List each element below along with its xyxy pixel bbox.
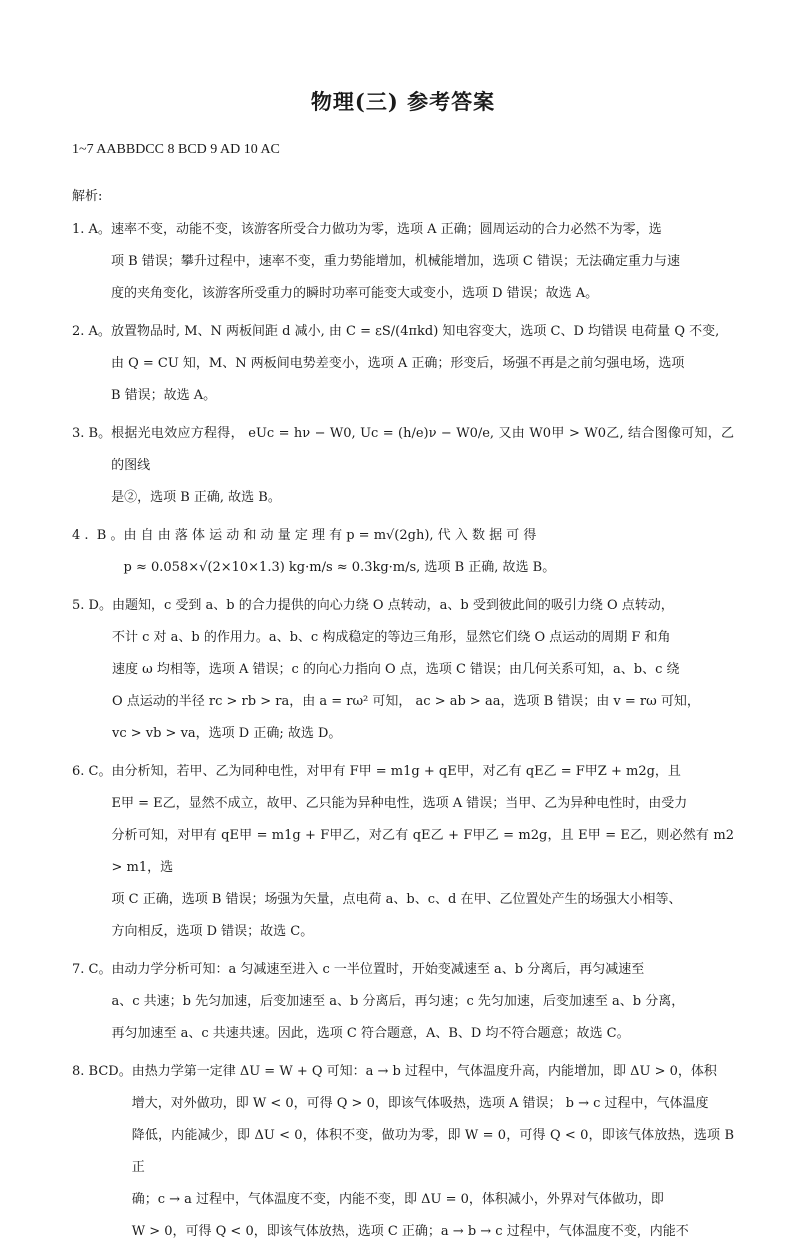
item-line: E甲 = E乙，显然不成立，故甲、乙只能为异种电性，选项 A 错误；当甲、乙为异种电性时，由受力 — [111, 796, 688, 811]
item-line: 由 Q = CU 知，M、N 两板间电势差变小，选项 A 正确；形变后，场强不再是之前匀强电场，选项 — [110, 356, 685, 371]
item-number: 3. B。 — [72, 426, 112, 441]
item-body — [132, 1056, 734, 1248]
item-line: 确；c → a 过程中，气体温度不变，内能不变，即 ΔU = 0，体积减小，外界对气体做功，即 — [131, 1192, 664, 1207]
item-line: 放置物品时, M、N 两板间距 d 减小, 由 C = εS/(4πkd) 知电容变大，选项 C、D 均错误 电荷量 Q 不变, — [110, 324, 720, 339]
item-5 — [72, 590, 734, 750]
item-line: O 点运动的半径 rc > rb > ra，由 a = rω² 可知， ac > ab > aa，选项 B 错误；由 v = rω 可知， — [111, 694, 700, 709]
item-line: vc > vb > va，选项 D 正确; 故选 D。 — [111, 726, 342, 741]
item-line: 度的夹角变化，该游客所受重力的瞬时功率可能变大或变小，选项 D 错误；故选 A。 — [110, 286, 599, 301]
item-8 — [72, 1056, 734, 1248]
item-line: 根据光电效应方程得， eUc = hν − W0, Uc = (h/e)ν − W0/e, 又由 W0甲 > W0乙, 结合图像可知，乙的图线 — [111, 426, 734, 473]
item-line: 速度 ω 均相等，选项 A 错误；c 的向心力指向 O 点，选项 C 错误；由几何关系可知，a、b、c 绕 — [111, 662, 680, 677]
page-title: 物理(三) 参考答案 — [310, 89, 496, 114]
item-line: 分析可知，对甲有 qE甲 = m1g + F甲乙，对乙有 qE乙 + F甲乙 = m2g，且 E甲 = E乙，则必然有 m2 > m1，选 — [111, 828, 734, 875]
item-3 — [72, 418, 734, 514]
item-number: 8. BCD。 — [72, 1064, 132, 1079]
analysis-label: 解析: — [72, 189, 103, 204]
item-line: 不计 c 对 a、b 的作用力。a、b、c 构成稳定的等边三角形，显然它们绕 O 点运动的周期 F 和角 — [111, 630, 671, 645]
item-body — [111, 418, 734, 514]
item-number: 4 . B 。 — [72, 528, 124, 543]
item-line: 由分析知，若甲、乙为同种电性，对甲有 F甲 = m1g + qE甲，对乙有 qE乙 = F甲Z + m2g，且 — [111, 764, 681, 779]
answer-key: 1~7 AABBDCC 8 BCD 9 AD 10 AC — [72, 142, 280, 157]
item-1 — [72, 214, 734, 310]
item-line: 降低，内能减少，即 ΔU < 0，体积不变，做功为零，即 W = 0，可得 Q < 0，即该气体放热，选项 B 正 — [131, 1128, 734, 1175]
item-line: 再匀加速至 a、c 共速共速。因此，选项 C 符合题意，A、B、D 均不符合题意；故选 C。 — [111, 1026, 630, 1041]
item-line: 方向相反，选项 D 错误；故选 C。 — [111, 924, 314, 939]
item-2 — [72, 316, 734, 412]
item-line: 项 C 正确，选项 B 错误；场强为矢量，点电荷 a、b、c、d 在甲、乙位置处产生的场强大小相等、 — [111, 892, 682, 907]
item-line: 是②，选项 B 正确, 故选 B。 — [111, 490, 281, 505]
item-7 — [72, 954, 734, 1050]
item-line: p ≈ 0.058×√(2×10×1.3) kg·m/s ≈ 0.3kg·m/s, 选项 B 正确, 故选 B。 — [123, 560, 556, 575]
item-number: 6. C。 — [72, 764, 112, 779]
item-body — [111, 214, 734, 310]
item-line: B 错误；故选 A。 — [110, 388, 217, 403]
item-line: 由热力学第一定律 ΔU = W + Q 可知：a → b 过程中，气体温度升高，内能增加，即 ΔU > 0，体积 — [131, 1064, 717, 1079]
item-body — [111, 756, 734, 948]
item-body — [124, 520, 735, 584]
item-line: 由题知，c 受到 a、b 的合力提供的向心力绕 O 点转动，a、b 受到彼此间的吸引力绕 O 点转动， — [111, 598, 674, 613]
item-number: 2. A。 — [72, 324, 111, 339]
item-number: 7. C。 — [72, 962, 112, 977]
item-line: 由 自 由 落 体 运 动 和 动 量 定 理 有 p = m√(2gh), 代 入 数 据 可 得 — [123, 528, 537, 543]
item-body — [111, 316, 734, 412]
item-body — [111, 954, 734, 1050]
item-number: 1. A。 — [72, 222, 111, 237]
item-line: 由动力学分析可知：a 匀减速至进入 c 一半位置时，开始变减速至 a、b 分离后，再匀减速至 — [111, 962, 645, 977]
item-body — [112, 590, 734, 750]
item-4 — [72, 520, 734, 584]
item-line: 项 B 错误；攀升过程中，速率不变，重力势能增加，机械能增加，选项 C 错误；无法确定重力与速 — [110, 254, 680, 269]
item-line: 速率不变，动能不变，该游客所受合力做功为零，选项 A 正确；圆周运动的合力必然不为零，选 — [110, 222, 662, 237]
item-line: 增大，对外做功，即 W < 0，可得 Q > 0，即该气体吸热，选项 A 错误； b → c 过程中，气体温度 — [131, 1096, 709, 1111]
item-line: W > 0，可得 Q < 0，即该气体放热，选项 C 正确；a → b → c 过程中，气体温度不变，内能不 — [131, 1224, 689, 1239]
item-number: 5. D。 — [72, 598, 112, 613]
item-line: a、c 共速；b 先匀加速，后变加速至 a、b 分离后，再匀速；c 先匀加速，后变加速至 a、b 分离， — [111, 994, 685, 1009]
item-6 — [72, 756, 734, 948]
